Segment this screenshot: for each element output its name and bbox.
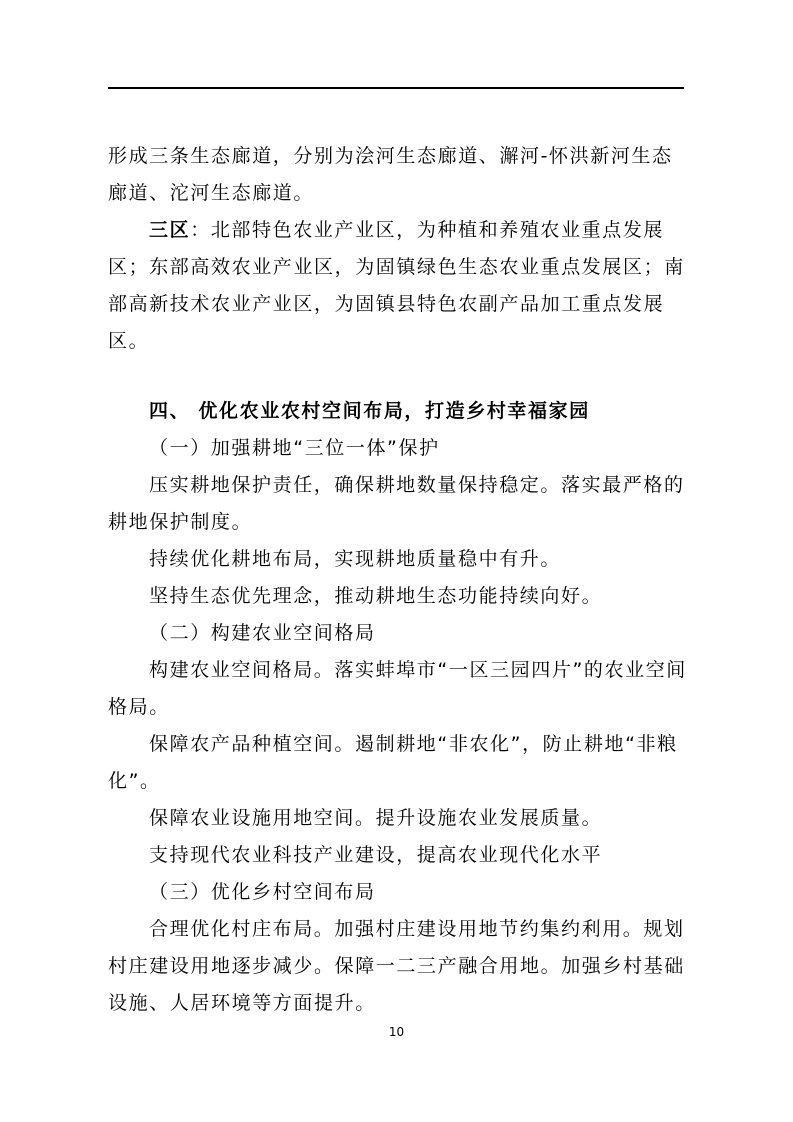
subsection-heading-1: （一）加强耕地“三位一体”保护 xyxy=(149,437,440,459)
section-heading-4: 四、 优化农业农村空间布局，打造乡村幸福家园 xyxy=(149,400,590,422)
subsection-heading-2: （二）构建农业空间格局 xyxy=(149,622,376,644)
paragraph-agri-pattern: 构建农业空间格局。落实蚌埠市“一区三园四片”的农业空间格局。 xyxy=(108,659,687,718)
paragraph-protection-responsibility: 压实耕地保护责任，确保耕地数量保持稳定。落实最严格的耕地保护制度。 xyxy=(108,474,685,533)
paragraph-ecology-first: 坚持生态优先理念，推动耕地生态功能持续向好。 xyxy=(149,585,603,607)
page-number: 10 xyxy=(388,1025,405,1039)
section-gap xyxy=(108,360,688,393)
header-rule xyxy=(108,87,684,89)
paragraph-modern-agri: 支持现代农业科技产业建设，提高农业现代化水平 xyxy=(149,844,603,866)
paragraph-corridors: 形成三条生态廊道，分别为浍河生态廊道、澥河-怀洪新河生态廊道、沱河生态廊道。 xyxy=(108,145,673,204)
paragraph-three-zones xyxy=(108,212,688,360)
paragraph-facility-land: 保障农业设施用地空间。提升设施农业发展质量。 xyxy=(149,807,603,829)
three-zones-lead: 三区 xyxy=(149,219,191,241)
three-zones-text: 北部特色农业产业区，为种植和养殖农业重点发展区；东部高效农业产业区，为固镇绿色生态农业重点发展区；南部高新技术农业产业区，为固镇县特色农副产品加工重点发展区。 xyxy=(108,219,685,352)
three-zones-colon: ： xyxy=(190,219,211,241)
paragraph-planting-space: 保障农产品种植空间。遏制耕地“非农化”，防止耕地“非粮化”。 xyxy=(108,733,678,792)
subsection-heading-3: （三）优化乡村空间布局 xyxy=(149,881,376,903)
paragraph-village-layout: 合理优化村庄布局。加强村庄建设用地节约集约利用。规划村庄建设用地逐步减少。保障一二三产融合用地。加强乡村基础设施、人居环境等方面提升。 xyxy=(108,918,685,1014)
document-body xyxy=(108,138,688,1022)
paragraph-optimize-layout: 持续优化耕地布局，实现耕地质量稳中有升。 xyxy=(149,548,562,570)
